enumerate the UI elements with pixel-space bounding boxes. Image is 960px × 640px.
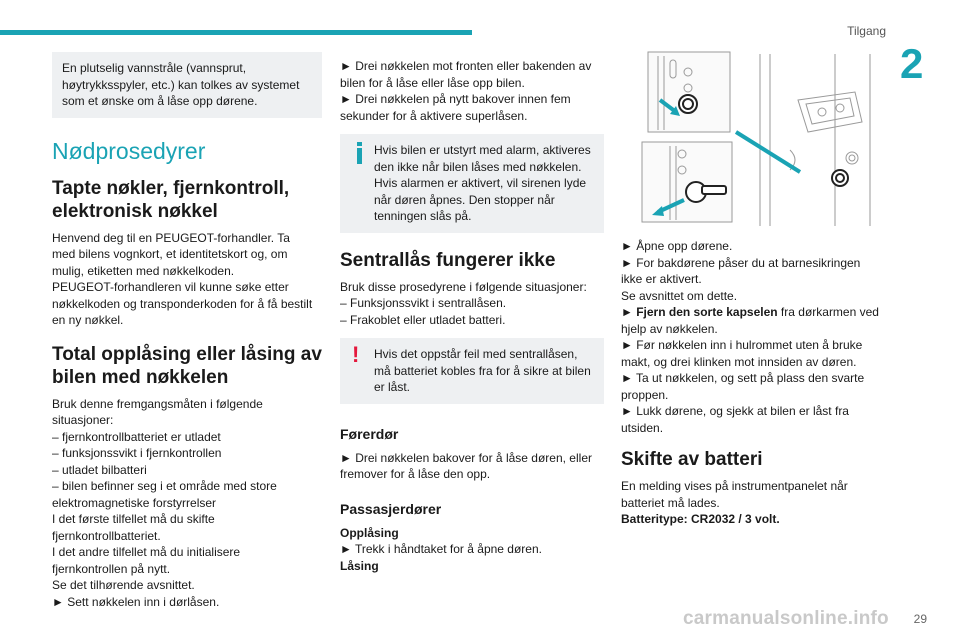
unlock-label: Opplåsing <box>340 525 399 540</box>
heading-passenger-doors: Passasjerdører <box>340 500 442 517</box>
text-line: PEUGEOT-forhandleren vil kunne søke etter <box>52 280 289 294</box>
text-line: – utladet bilbatteri <box>52 462 147 477</box>
text-line: fremover for å låse den opp. <box>340 467 491 481</box>
text-line: – Frakoblet eller utladet batteri. <box>340 312 506 327</box>
heading-lost-keys: Tapte nøkler, fjernkontroll, elektronisk nøkkel <box>52 177 290 222</box>
text-line: ► For bakdørene påser du at barnesikringen <box>621 255 861 270</box>
alarm-note-text: Hvis bilen er utstyrt med alarm, aktiveres den ikke når bilen låses med nøkkelen. Hvis alarmen er aktivert, vil sirenen lyde når døren åpnes. Den stopper når tenningen slås på. <box>374 143 591 223</box>
lock-label: Låsing <box>340 558 379 573</box>
text-line: ► Ta ut nøkkelen, og sett på plass den svarte <box>621 371 865 385</box>
inset-panel-bottom <box>642 142 732 222</box>
text-line: mulig, etiketten med nøkkelkoden. <box>52 263 235 278</box>
text-line: batteriet må lades. <box>621 495 720 510</box>
text-line: I det andre tilfellet må du initialisere <box>52 545 241 559</box>
text-line: elektromagnetiske forstyrrelser <box>52 495 217 510</box>
header-accent-bar <box>0 30 472 35</box>
text-line: fjernkontrollen på nytt. <box>52 561 171 576</box>
text-line: ► Drei nøkkelen bakover for å låse døren, eller <box>340 450 592 465</box>
text-line: med bilens vognkort, et identitetskort og, om <box>52 247 288 261</box>
text-line: ► Drei nøkkelen mot fronten eller bakenden av <box>340 59 592 73</box>
text-line: bilen for å låse eller låse opp bilen. <box>340 75 525 90</box>
text-line: nøkkelkoden og transponderkoden for å få bestilt <box>52 296 313 311</box>
warning-icon: ! <box>352 342 360 367</box>
watermark: carmanualsonline.info <box>683 608 889 629</box>
text-line: sekunder for å aktivere superlåsen. <box>340 108 528 123</box>
heading-battery: Skifte av batteri <box>621 449 763 470</box>
heading-central-locking: Sentrallås fungerer ikke <box>340 249 556 271</box>
text-line: utsiden. <box>621 420 664 435</box>
column-left <box>52 52 322 610</box>
text-line: – bilen befinner seg i et område med store <box>52 479 277 493</box>
lost-keys-text <box>52 230 322 329</box>
text-line: Se det tilhørende avsnittet. <box>52 578 195 592</box>
text-line: ► Fjern den sorte kapselen fra dørkarmen ved <box>621 305 879 319</box>
text-line: makt, og drei klinken mot innsiden av døren. <box>621 354 857 369</box>
key-turn-text <box>340 52 604 124</box>
page-number: 29 <box>913 612 927 626</box>
water-jet-note: En plutselig vannstråle (vannsprut, høytrykksspyler, etc.) kan tolkes av systemet som et ønske om å låse opp dørene. <box>52 52 322 118</box>
full-unlock-text <box>52 396 322 611</box>
text-line: ► Før nøkkelen inn i hulrommet uten å bruke <box>621 338 863 352</box>
heading-full-unlock: Total opplåsing eller låsing av bilen med nøkkelen <box>52 343 322 388</box>
passenger-doors-text <box>340 525 604 575</box>
text-line: hjelp av nøkkelen. <box>621 321 718 336</box>
text-line: Bruk disse prosedyrene i følgende situasjoner: <box>340 279 587 294</box>
text-line: ► Trekk i håndtaket for å åpne døren. <box>340 542 542 556</box>
procedure-text <box>621 238 895 436</box>
text-line: ► Drei nøkkelen på nytt bakover innen fem <box>340 92 571 106</box>
battery-text <box>621 478 895 528</box>
remove-cap-bold: ► Fjern den sorte kapselen <box>621 305 778 319</box>
text-line: Bruk denne fremgangsmåten i følgende <box>52 396 263 411</box>
text-line: proppen. <box>621 387 669 402</box>
text-line: fjernkontrollbatteriet. <box>52 528 161 543</box>
door-lock-illustration <box>640 50 882 230</box>
text-line: – fjernkontrollbatteriet er utladet <box>52 429 221 444</box>
column-middle <box>340 52 604 574</box>
alarm-info-box <box>340 134 604 233</box>
text-line: situasjoner: <box>52 413 114 427</box>
driver-door-text <box>340 450 604 483</box>
text-line: En melding vises på instrumentpanelet når <box>621 479 848 493</box>
central-locking-text <box>340 279 604 329</box>
text-line: ► Åpne opp dørene. <box>621 239 733 253</box>
chapter-number: 2 <box>900 40 924 87</box>
heading-driver-door: Førerdør <box>340 425 399 442</box>
text-line: Se avsnittet om dette. <box>621 288 738 303</box>
text-line: I det første tilfellet må du skifte <box>52 512 215 526</box>
text-line: ► Sett nøkkelen inn i dørlåsen. <box>52 594 220 609</box>
text-line: ikke er aktivert. <box>621 272 702 286</box>
column-right <box>621 238 895 528</box>
text-line: ► Lukk dørene, og sjekk at bilen er låst fra <box>621 404 849 418</box>
text-line: – funksjonssvikt i fjernkontrollen <box>52 446 222 460</box>
text-line: en ny nøkkel. <box>52 313 124 327</box>
warning-note-text: Hvis det oppstår feil med sentrallåsen, må batteriet kobles fra for å sikre at bilen er låst. <box>374 347 591 394</box>
info-icon <box>352 142 366 164</box>
battery-type: Batteritype: CR2032 / 3 volt. <box>621 512 780 526</box>
section-name: Tilgang <box>847 24 886 38</box>
warning-box <box>340 338 604 404</box>
text-line: Henvend deg til en PEUGEOT-forhandler. Ta <box>52 230 290 245</box>
text-line: – Funksjonssvikt i sentrallåsen. <box>340 296 507 310</box>
section-title-emergency: Nødprosedyrer <box>52 137 206 164</box>
